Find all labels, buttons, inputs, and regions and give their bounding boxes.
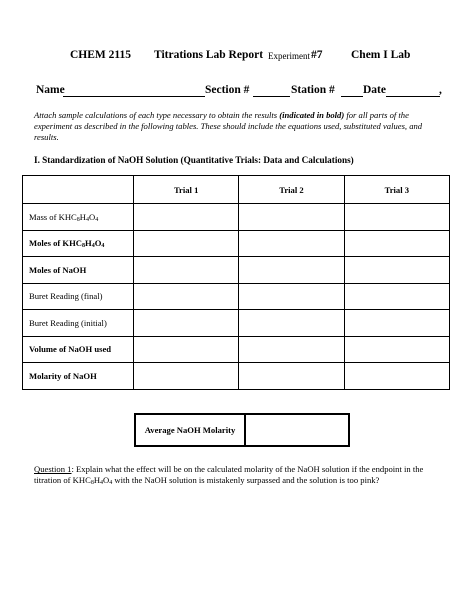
name-label: Name [36,84,65,96]
khp-formula: $KHC_8H_4O_4$ [62,238,105,250]
course-code: CHEM 2115 [70,49,132,61]
table-header-row [23,176,450,204]
trial-3-cell[interactable] [344,230,449,257]
trial-3-cell[interactable] [344,336,449,363]
khp-formula: $KHC_8H_4O_4$ [72,475,113,486]
average-molarity-field[interactable] [246,415,348,445]
column-header-trial-3: Trial 3 [344,176,449,204]
trial-3-cell[interactable] [344,204,449,231]
question-formula [73,475,113,485]
lab-name: Chem I Lab [351,49,411,61]
trial-2-cell[interactable] [239,283,344,310]
question-label: Question 1 [34,464,72,474]
row-label: Moles of $KHC_8H_4O_4$ [23,230,134,257]
trial-2-cell[interactable] [239,230,344,257]
trial-3-cell[interactable] [344,363,449,390]
section-title: I. Standardization of NaOH Solution (Quantitative Trials: Data and Calculations) [34,155,354,165]
trial-2-cell[interactable] [239,336,344,363]
row-label: Moles of NaOH [23,257,134,284]
trailing-comma: , [439,84,442,96]
average-molarity-box [134,413,350,447]
header-blank-cell [23,176,134,204]
khp-formula: $KHC_8H_4O_4$ [58,211,99,223]
trial-2-cell[interactable] [239,310,344,337]
trial-1-cell[interactable] [134,257,239,284]
trial-1-cell[interactable] [134,336,239,363]
report-header [0,49,474,65]
report-title: Titrations Lab Report [154,49,264,61]
section-field[interactable] [253,96,290,97]
student-info-line [0,84,474,100]
column-header-trial-2: Trial 2 [239,176,344,204]
station-field[interactable] [341,96,363,97]
station-label: Station # [291,84,335,96]
trial-2-cell[interactable] [239,204,344,231]
trial-2-cell[interactable] [239,257,344,284]
experiment-label: Experiment [268,51,310,61]
row-label: Volume of NaOH used [23,336,134,363]
section-label: Section # [205,84,250,96]
trial-3-cell[interactable] [344,257,449,284]
average-molarity-label: Average NaOH Molarity [136,415,246,445]
name-field[interactable] [63,96,205,97]
instructions-emphasis: (indicated in bold) [279,110,345,120]
table-row [23,257,450,284]
row-label: Mass of $KHC_8H_4O_4$ [23,204,134,231]
trial-1-cell[interactable] [134,230,239,257]
trial-1-cell[interactable] [134,363,239,390]
trials-table [22,175,450,390]
instructions-text: Attach sample calculations of each type necessary to obtain the results (indicated in bold) for all parts of the experiment as described in the following tables. These should include the equations used, substituted values, and results. [34,110,423,142]
trial-3-cell[interactable] [344,283,449,310]
question-1: Question 1: Explain what the effect will be on the calculated molarity of the NaOH solution if the endpoint in the titration of $KHC_8H_4O_4$ with the NaOH solution is mistakenly surpassed and the solution is too pink? [34,464,424,486]
row-label: Molarity of NaOH [23,363,134,390]
trial-2-cell[interactable] [239,363,344,390]
table-row [23,204,450,231]
experiment-number: #7 [311,49,323,61]
date-label: Date [363,84,386,96]
row-label: Buret Reading (initial) [23,310,134,337]
table-row [23,230,450,257]
table-row [23,363,450,390]
trial-1-cell[interactable] [134,204,239,231]
trial-1-cell[interactable] [134,310,239,337]
table-row [23,336,450,363]
trial-3-cell[interactable] [344,310,449,337]
row-label: Buret Reading (final) [23,283,134,310]
trial-1-cell[interactable] [134,283,239,310]
column-header-trial-1: Trial 1 [134,176,239,204]
table-row [23,283,450,310]
date-field[interactable] [386,96,440,97]
table-row [23,310,450,337]
